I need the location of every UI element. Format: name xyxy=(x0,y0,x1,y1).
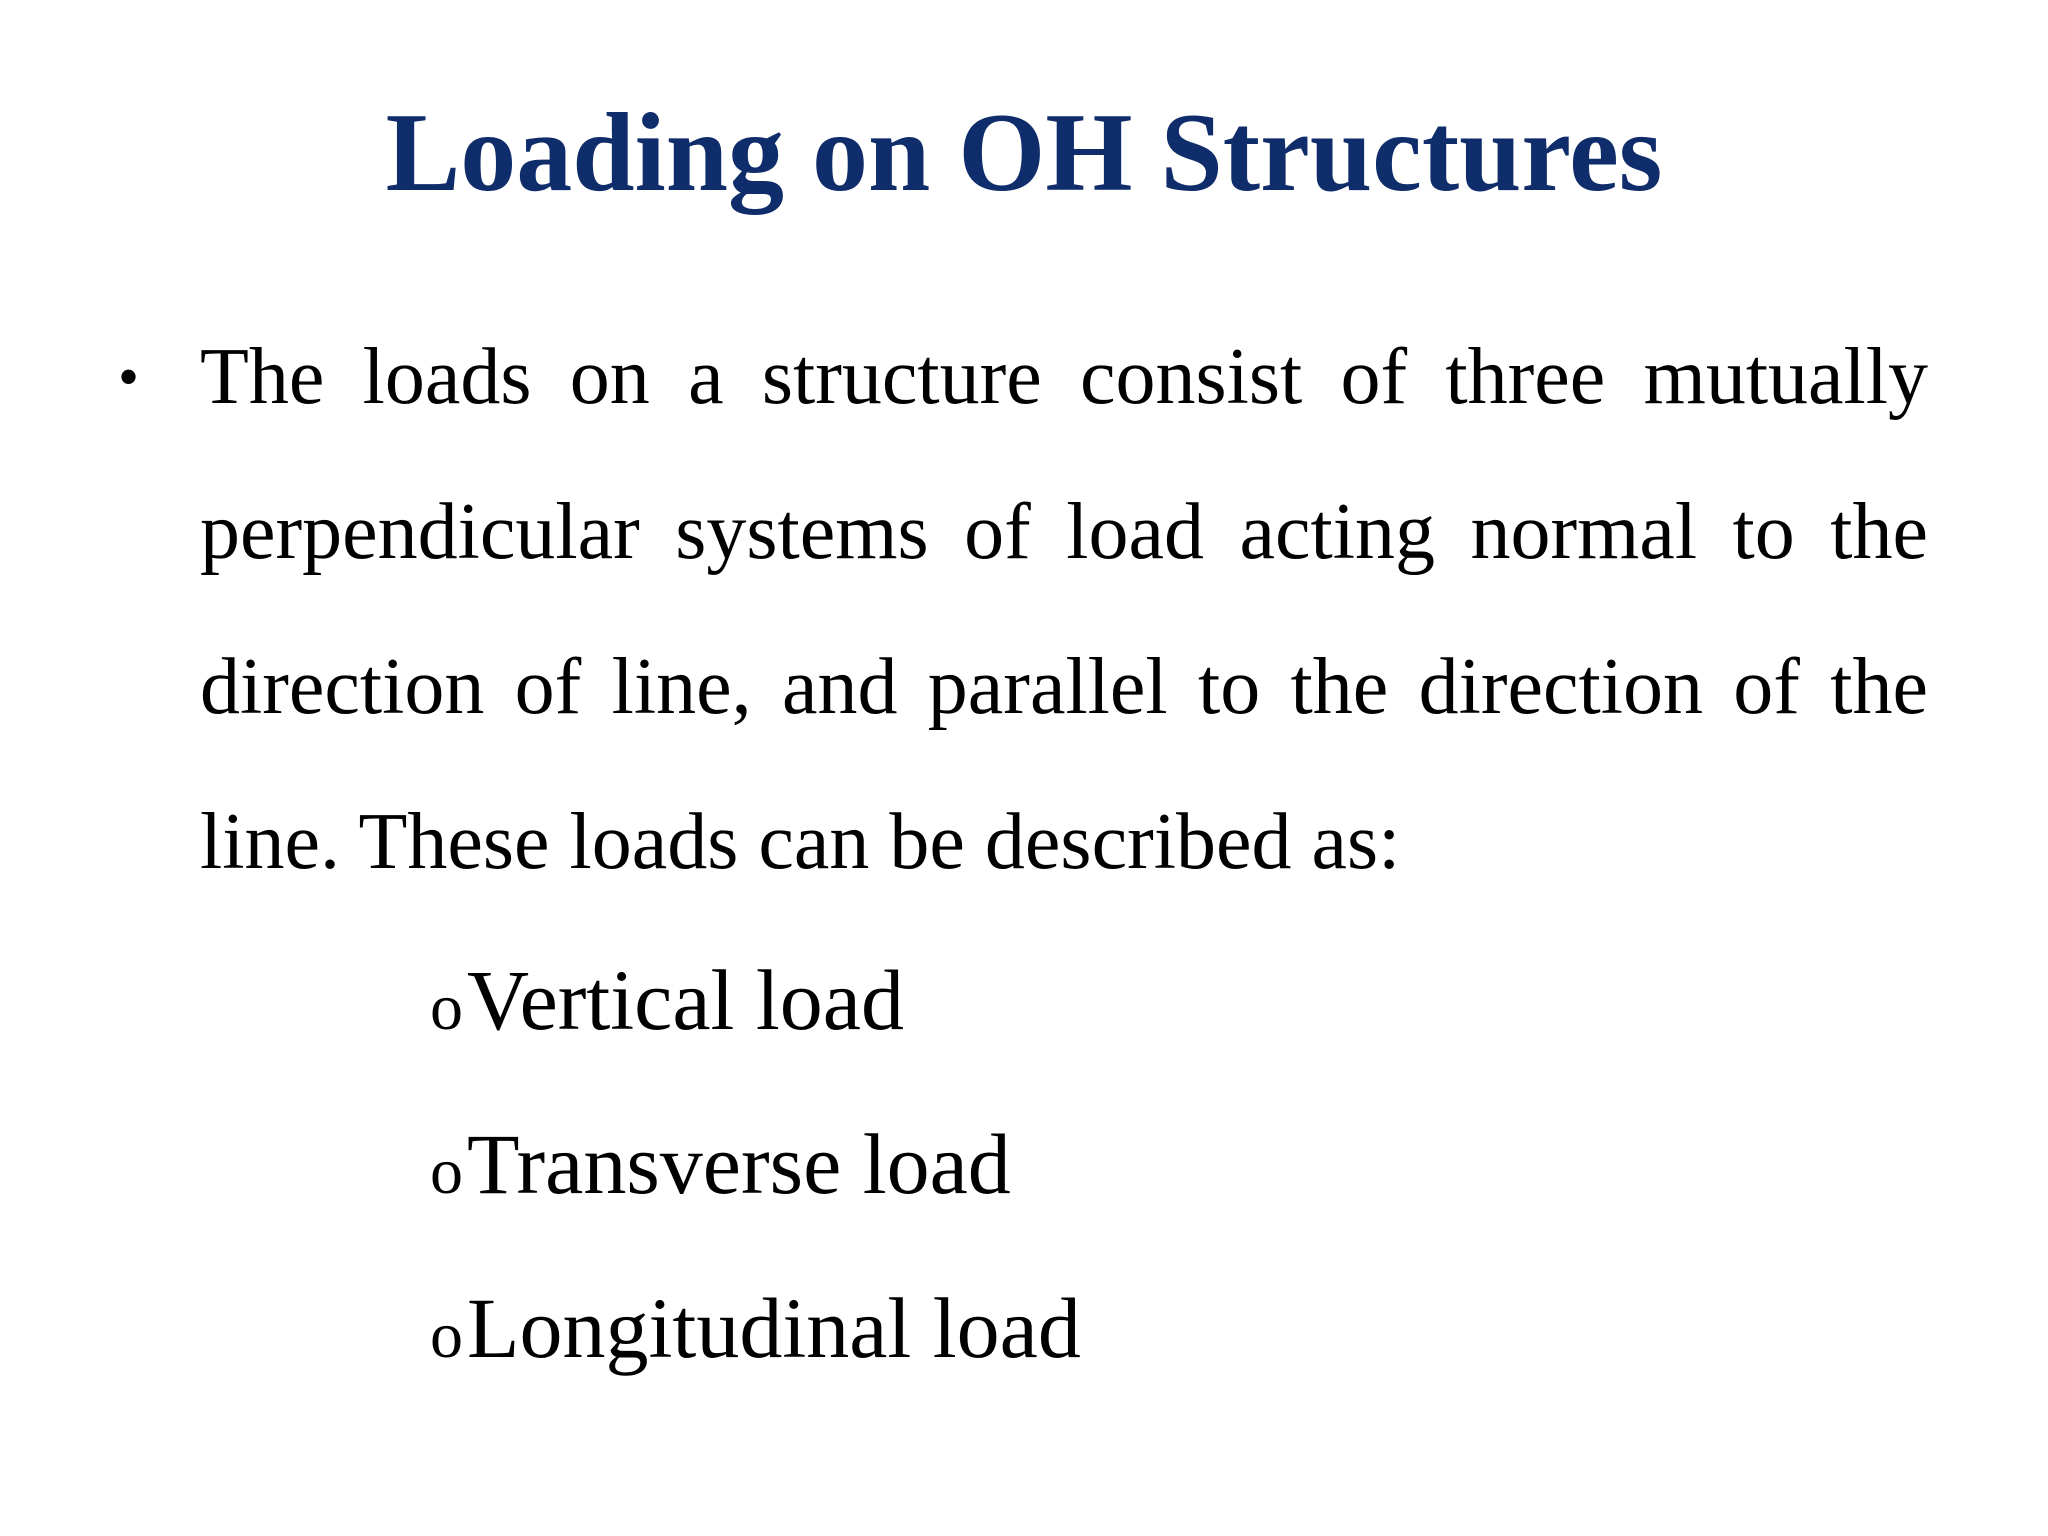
list-marker: o xyxy=(430,971,463,1044)
list-item-longitudinal-load xyxy=(430,1246,1830,1410)
list-item-transverse-load xyxy=(430,1082,1830,1246)
list-marker: o xyxy=(430,1135,463,1208)
list-item-label: Transverse load xyxy=(467,1116,1011,1212)
list-item-vertical-load xyxy=(430,918,1830,1082)
list-item-label: Vertical load xyxy=(467,952,904,1048)
list-marker: o xyxy=(430,1299,463,1372)
bullet-text: The loads on a structure consist of three mutually perpendicular systems of load acting normal to the direction of line, and parallel to the direction of the line. These loads can be described as: xyxy=(200,333,1928,886)
list-item-label: Longitudinal load xyxy=(467,1280,1081,1376)
slide-title: Loading on OH Structures xyxy=(385,91,1663,215)
bullet-marker: • xyxy=(118,344,140,410)
load-types-list xyxy=(430,918,1830,1410)
